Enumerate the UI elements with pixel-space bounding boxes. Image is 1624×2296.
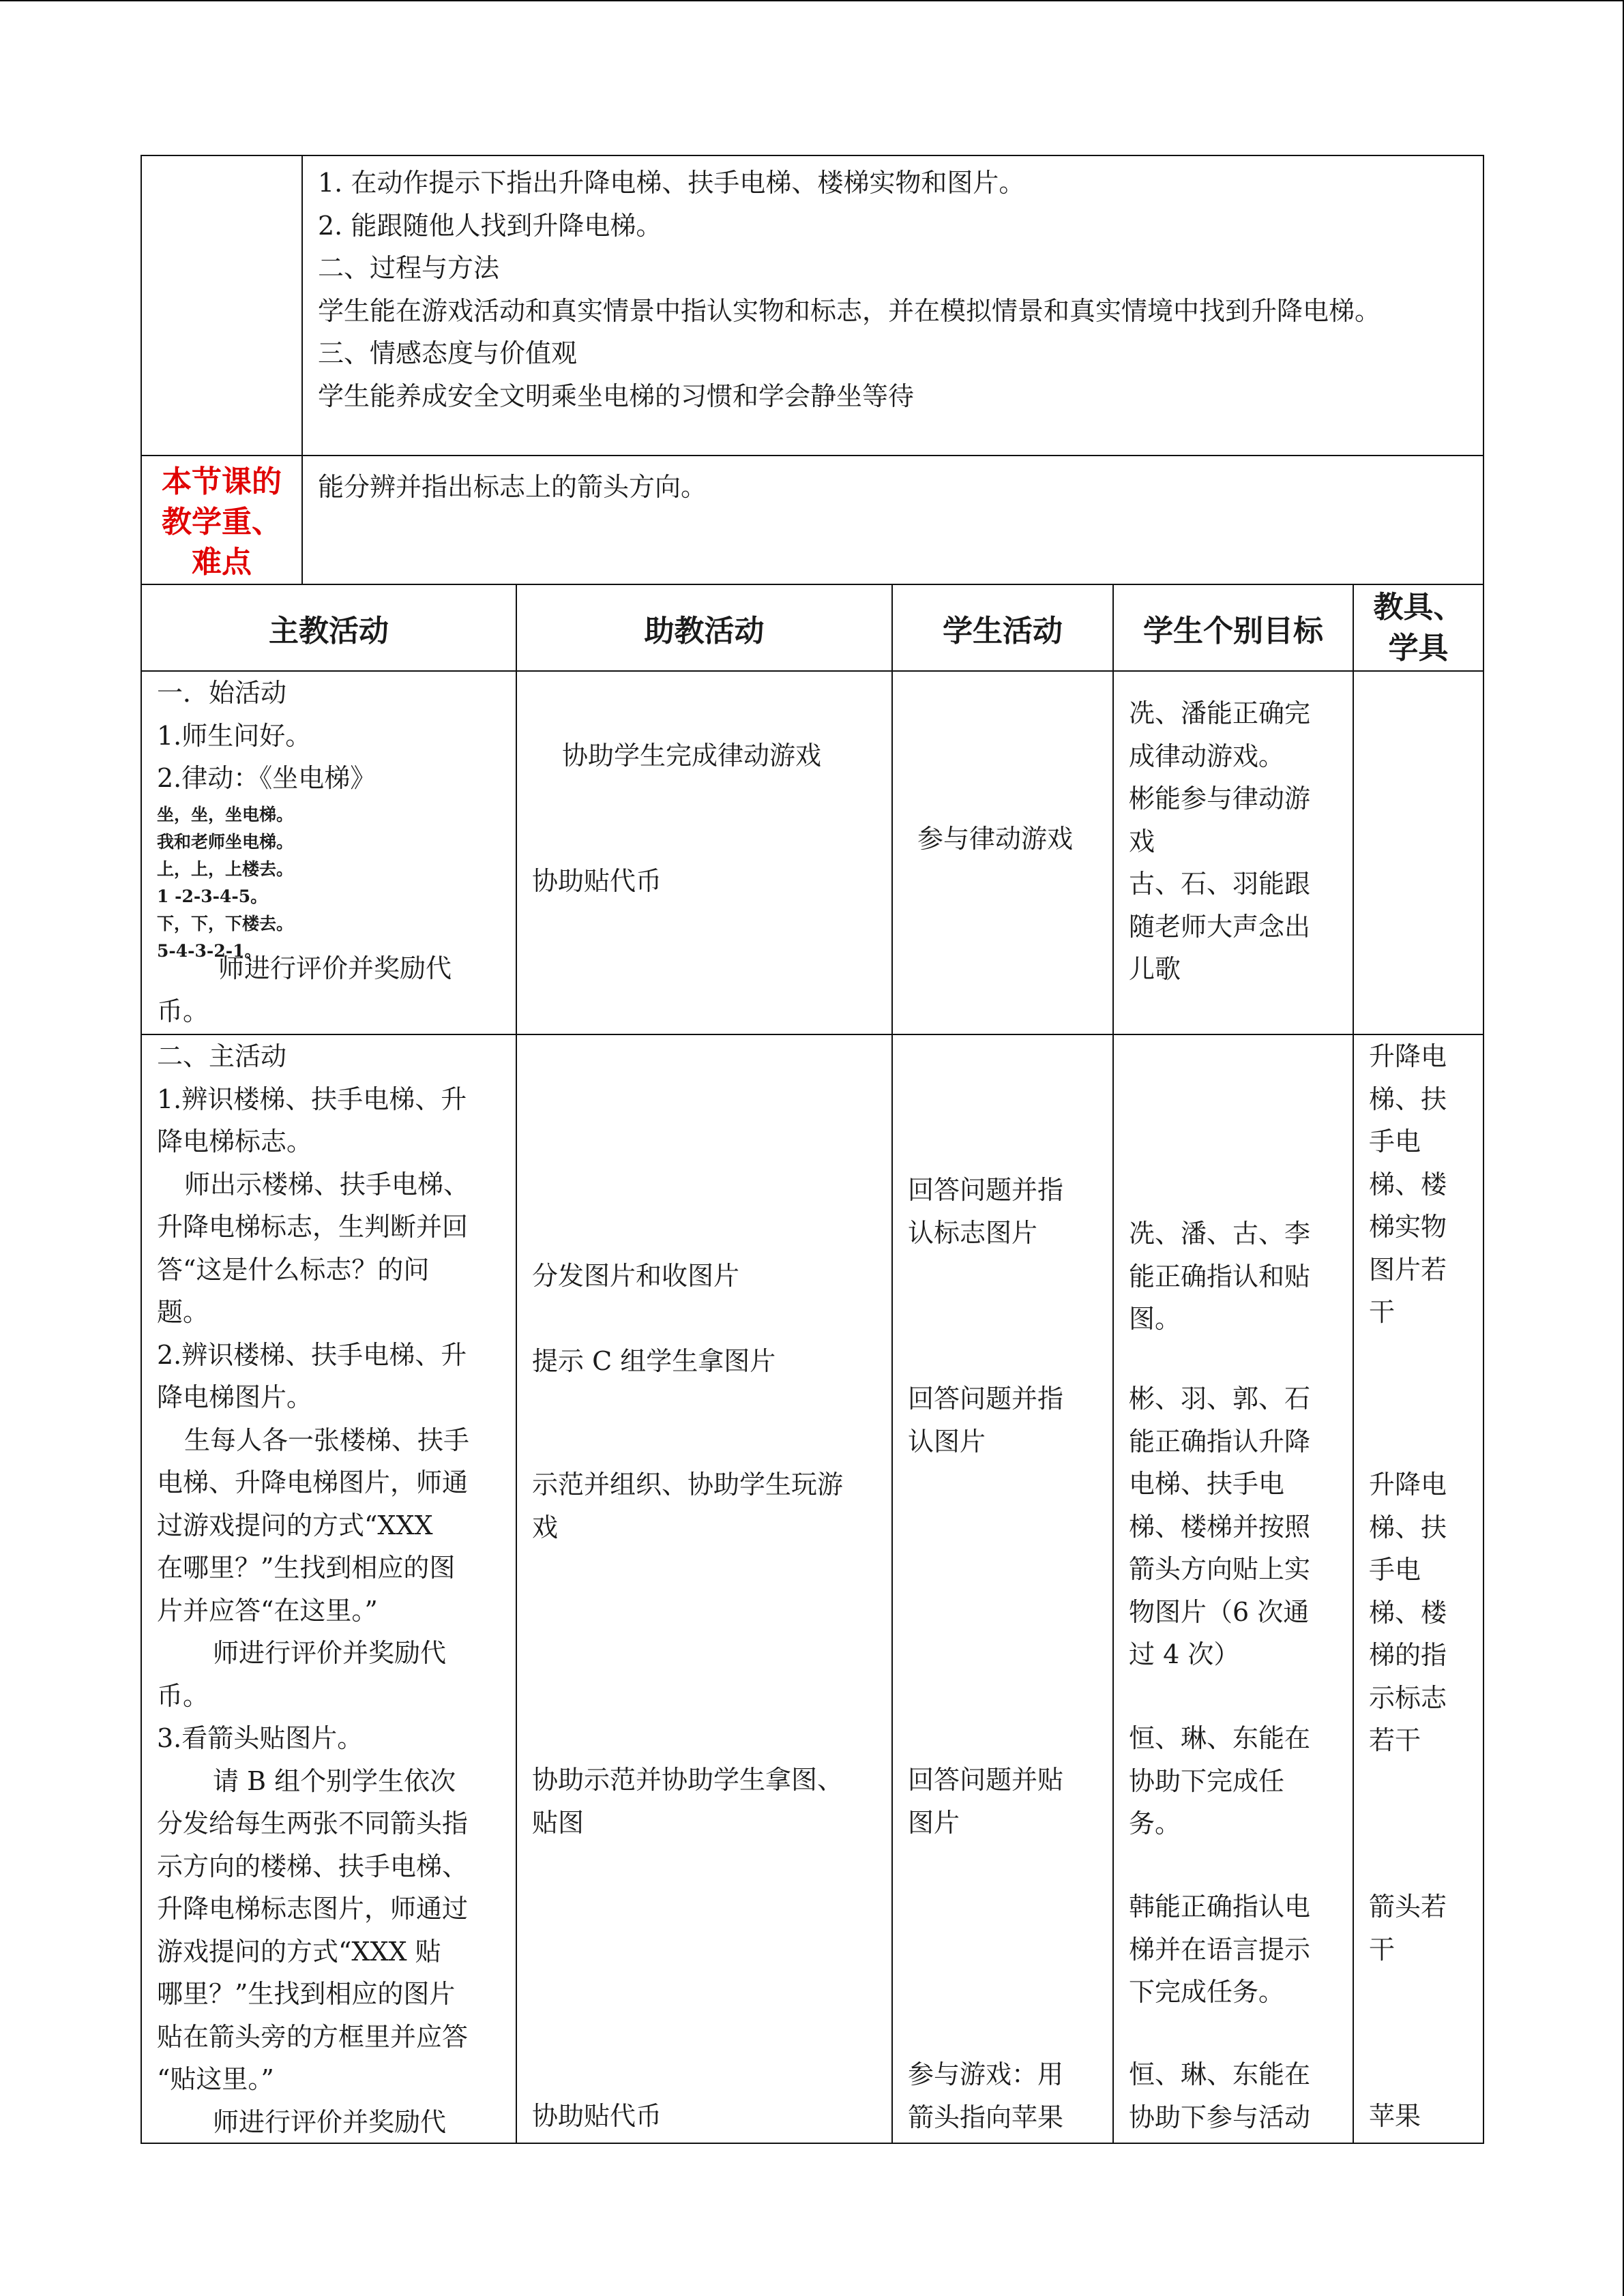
row2-goal-line: 下完成任务。 [1129,1977,1285,2007]
row2-tools-line: 梯、楼 [1369,1597,1447,1628]
row1-goal-line: 戏 [1129,826,1155,856]
row2-tools-line: 箭头若 [1369,1892,1447,1922]
row2-main-line: 请 B 组个别学生依次 [213,1765,456,1796]
row2-assistant-line: 示范并组织、协助学生玩游 [532,1470,844,1500]
header-tools-line2: 学具 [1388,630,1449,666]
row2-main-line: 示方向的楼梯、扶手电梯、 [157,1851,469,1881]
row2-main-line: 游戏提问的方式“XXX 贴 [157,1936,441,1967]
row2-main-line: 电梯、升降电梯图片，师通 [157,1467,469,1497]
row1-assistant-cell [516,671,892,1034]
row2-main-line: 币。 [157,1680,209,1711]
row2-goal-line: 电梯、扶手电 [1129,1469,1285,1499]
row2-main-line: 2.辨识楼梯、扶手电梯、升 [157,1339,467,1370]
row2-main-line: 降电梯图片。 [157,1382,313,1412]
row2-goal-line: 韩能正确指认电 [1129,1892,1311,1922]
row2-main-line: 题。 [157,1297,209,1327]
row2-main-line: 1.辨识楼梯、扶手电梯、升 [157,1084,467,1114]
row2-student-cell [892,1034,1113,2143]
row1-main-cell [141,671,516,1034]
song-line: 坐，坐，坐电梯。 [157,805,294,824]
process-heading: 二、过程与方法 [318,253,500,283]
row1-goal-line: 成律动游戏。 [1129,741,1285,771]
row2-student-line: 回答问题并指 [908,1384,1064,1414]
row2-student-line: 认图片 [908,1426,986,1457]
row2-assistant-line: 协助贴代币 [532,2101,662,2131]
objective-1: 1. 在动作提示下指出升降电梯、扶手电梯、楼梯实物和图片。 [318,168,1025,198]
row2-student-line: 箭头指向苹果 [908,2102,1064,2132]
row2-main-line: 贴在箭头旁的方框里并应答 [157,2021,469,2052]
row1-main-line: 师进行评价并奖励代 [218,953,452,983]
row2-goal-line: 冼、潘、古、李 [1129,1219,1311,1249]
row2-tools-line: 图片若 [1369,1254,1447,1285]
song-line: 下，下，下楼去。 [157,914,294,934]
row2-student-line: 认标志图片 [908,1217,1038,1248]
row2-goal-line: 恒、琳、东能在 [1129,1723,1311,1753]
header-student-activity: 学生活动 [892,584,1113,671]
row2-assistant-cell [516,1034,892,2143]
row2-tools-line: 干 [1369,1934,1396,1965]
row2-assistant-line: 贴图 [532,1807,585,1838]
key-points-label-cell [141,456,302,584]
header-assistant-activity: 助教活动 [516,584,892,671]
song-line: 上，上，上楼去。 [157,859,294,879]
row2-goal-line: 务。 [1129,1808,1181,1838]
row2-student-line: 回答问题并贴 [908,1765,1064,1795]
row2-goal-line: 能正确指认和贴 [1129,1261,1311,1292]
row2-goal-line: 协助下完成任 [1129,1765,1285,1796]
key-points-label-1: 本节课的 [162,464,282,499]
row2-tools-cell [1353,1034,1483,2143]
row2-assistant-line: 协助示范并协助学生拿图、 [532,1765,844,1795]
row1-goal-line: 儿歌 [1129,954,1181,984]
row1-main-line: 一．始活动 [157,678,287,708]
objectives-table [141,155,1484,585]
row2-main-cell [141,1034,516,2143]
header-main-activity: 主教活动 [141,584,516,671]
row2-main-line: 二、主活动 [157,1041,287,1071]
row2-goal-line: 协助下参与活动 [1129,2102,1311,2132]
row2-goal-line: 梯并在语言提示 [1129,1934,1311,1965]
row2-tools-line: 手电 [1369,1555,1421,1585]
song-lyrics [157,801,293,965]
row2-goal-line: 梯、楼梯并按照 [1129,1511,1311,1542]
row1-student-cell [892,671,1113,1034]
row1-main-line: 币。 [157,996,209,1026]
row2-main-line: 师进行评价并奖励代 [213,1638,447,1668]
row2-main-line: 在哪里？”生找到相应的图 [157,1553,456,1583]
row2-tools-line: 若干 [1369,1725,1421,1755]
row2-tools-line: 升降电 [1369,1041,1447,1071]
row2-assistant-line: 提示 C 组学生拿图片 [532,1346,776,1376]
row2-goal-line: 物图片（6 次通 [1129,1596,1310,1627]
row2-student-line: 图片 [908,1807,960,1838]
row2-goal-line: 恒、琳、东能在 [1129,2059,1311,2089]
row1-individual-cell [1113,671,1353,1034]
row2-main-line: 升降电梯标志，生判断并回 [157,1212,469,1242]
row2-main-line: 片并应答“在这里。” [157,1595,378,1626]
song-line: 我和老师坐电梯。 [157,832,294,852]
row1-goal-line: 冼、潘能正确完 [1129,698,1311,728]
row2-goal-line: 图。 [1129,1304,1181,1334]
row2-tools-line: 苹果 [1369,2101,1421,2131]
row2-tools-line: 梯、扶 [1369,1512,1447,1542]
row2-goal-line: 能正确指认升降 [1129,1426,1311,1457]
objectives-cell [302,155,1483,456]
song-line: 5-4-3-2-1。 [157,941,262,961]
row1-goal-line: 古、石、羽能跟 [1129,869,1311,899]
header-tools-line1: 教具、 [1373,589,1464,625]
row2-individual-cell [1113,1034,1353,2143]
header-individual-goals: 学生个别目标 [1113,584,1353,671]
row2-student-line: 回答问题并指 [908,1175,1064,1205]
key-points-label-3: 难点 [192,545,252,580]
key-points-label-2: 教学重、 [162,505,282,539]
objective-2: 2. 能跟随他人找到升降电梯。 [318,210,662,241]
row2-main-line: 降电梯标志。 [157,1127,313,1157]
row2-assistant-line: 分发图片和收图片 [532,1261,740,1291]
row2-tools-line: 梯的指 [1369,1640,1447,1670]
key-points-text: 能分辨并指出标志上的箭头方向。 [318,472,707,502]
row2-main-line: 师出示楼梯、扶手电梯、 [184,1169,470,1199]
row1-main-line: 1.师生问好。 [157,720,312,751]
attitude-text: 学生能养成安全文明乘坐电梯的习惯和学会静坐等待 [318,381,915,411]
row2-main-line: 过游戏提问的方式“XXX [157,1510,433,1540]
row2-goal-line: 箭头方向贴上实 [1129,1554,1311,1584]
row2-tools-line: 梯、楼 [1369,1169,1447,1199]
row2-tools-line: 干 [1369,1297,1396,1327]
activities-table [141,584,1484,2144]
row1-goal-line: 随老师大声念出 [1129,911,1311,942]
row2-main-line: 升降电梯标志图片，师通过 [157,1894,469,1924]
row2-tools-line: 示标志 [1369,1682,1447,1713]
row2-main-line: 3.看箭头贴图片。 [157,1723,364,1753]
row2-assistant-line: 戏 [532,1512,559,1542]
row2-tools-line: 升降电 [1369,1470,1447,1500]
row2-main-line: 分发给每生两张不同箭头指 [157,1808,469,1838]
row2-student-line: 参与游戏：用 [908,2059,1064,2089]
row2-tools-line: 梯、扶 [1369,1084,1447,1114]
row2-goal-line: 彬、羽、郭、石 [1129,1384,1311,1414]
row2-main-line: “贴这里。” [157,2064,274,2094]
row2-main-line: 师进行评价并奖励代 [213,2106,447,2137]
key-points-cell [302,456,1483,584]
row2-tools-line: 手电 [1369,1127,1421,1157]
row1-tools-cell [1353,671,1483,1034]
row2-tools-line: 梯实物 [1369,1212,1447,1242]
row2-main-line: 生每人各一张楼梯、扶手 [184,1425,470,1455]
row2-main-line: 答“这是什么标志？的问 [157,1254,430,1285]
row1-student-line: 参与律动游戏 [917,824,1074,854]
song-line: 1 -2-3-4-5。 [157,886,268,906]
header-tools [1353,584,1483,671]
row1-goal-line: 彬能参与律动游 [1129,784,1311,814]
row2-goal-line: 过 4 次） [1129,1639,1240,1669]
row1-assistant-line: 协助学生完成律动游戏 [562,741,822,771]
process-text: 学生能在游戏活动和真实情景中指认实物和标志，并在模拟情景和真实情境中找到升降电梯。 [318,295,1381,326]
objectives-label-cell [141,155,302,456]
row1-assistant-line: 协助贴代币 [532,866,662,896]
row1-main-line: 2.律动：《坐电梯》 [157,763,377,793]
attitude-heading: 三、情感态度与价值观 [318,338,578,368]
row2-main-line: 哪里？”生找到相应的图片 [157,1979,456,2009]
